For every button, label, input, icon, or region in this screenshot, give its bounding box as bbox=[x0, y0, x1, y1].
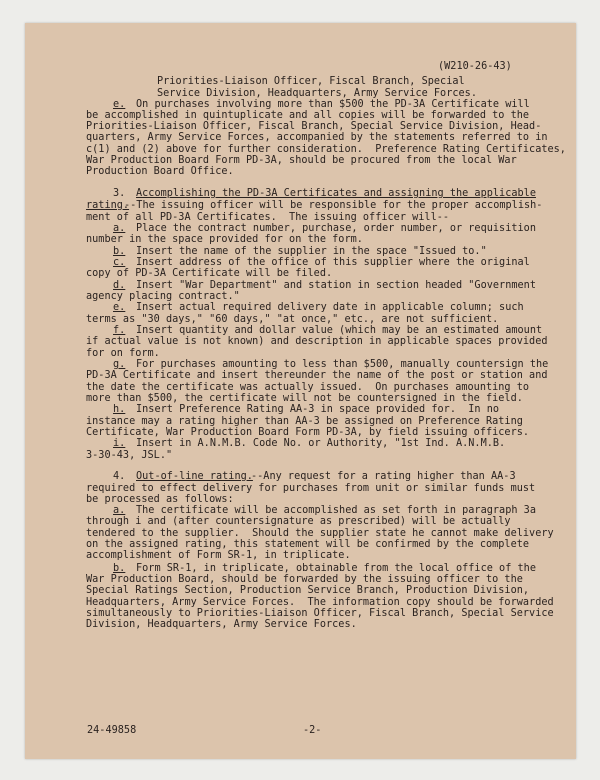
document-code: (W210-26-43) bbox=[438, 61, 512, 72]
text-line: for on form. bbox=[86, 348, 160, 359]
text-line: h. bbox=[113, 404, 126, 415]
text-line: Insert actual required delivery date in applicable column; such bbox=[136, 302, 524, 313]
text-line: be processed as follows: bbox=[86, 494, 234, 505]
text-line: g. bbox=[113, 359, 126, 370]
text-line: e. bbox=[113, 99, 126, 110]
text-line: b. bbox=[113, 246, 126, 257]
text-line: rating. bbox=[86, 200, 130, 211]
text-line: PD-3A Certificate and insert thereunder the name of the post or station and bbox=[86, 370, 548, 381]
text-line: more than $500, the certificate will not be countersigned in the field. bbox=[86, 393, 523, 404]
text-line: terms as "30 days," "60 days," "at once," etc., are not sufficient. bbox=[86, 314, 499, 325]
text-line: Accomplishing the PD-3A Certificates and assigning the applicable bbox=[136, 188, 536, 199]
text-line: --The issuing officer will be responsible for the proper accomplish- bbox=[124, 200, 543, 211]
text-line: Service Division, Headquarters, Army Service Forces. bbox=[157, 88, 477, 99]
text-line: --Any request for a rating higher than AA-3 bbox=[251, 471, 516, 482]
text-line: Priorities-Liaison Officer, Fiscal Branch, Special bbox=[157, 76, 465, 87]
text-line: Out-of-line rating. bbox=[136, 471, 253, 482]
text-line: instance may a rating higher than AA-3 be assigned on Preference Rating bbox=[86, 416, 523, 427]
text-line: The certificate will be accomplished as set forth in paragraph 3a bbox=[136, 505, 536, 516]
text-line: On purchases involving more than $500 the PD-3A Certificate will bbox=[136, 99, 530, 110]
text-line: simultaneously to Priorities-Liaison Officer, Fiscal Branch, Special Service bbox=[86, 608, 554, 619]
text-line: number in the space provided for on the form. bbox=[86, 234, 363, 245]
text-line: b. bbox=[113, 563, 126, 574]
text-line: c(1) and (2) above for further consideration. Preference Rating Certificates, bbox=[86, 144, 566, 155]
text-line: Special Ratings Section, Production Service Branch, Production Division, bbox=[86, 585, 530, 596]
text-line: 3-30-43, JSL." bbox=[86, 450, 173, 461]
text-line: Division, Headquarters, Army Service Forces. bbox=[86, 619, 357, 630]
text-line: f. bbox=[113, 325, 126, 336]
text-line: c. bbox=[113, 257, 126, 268]
text-line: Form SR-1, in triplicate, obtainable from the local office of the bbox=[136, 563, 536, 574]
text-line: Place the contract number, purchase, order number, or requisition bbox=[136, 223, 536, 234]
text-line: 4. bbox=[113, 471, 126, 482]
text-line: Production Board Office. bbox=[86, 166, 234, 177]
text-line: d. bbox=[113, 280, 126, 291]
text-line: required to effect delivery for purchases from unit or similar funds must bbox=[86, 483, 536, 494]
text-line: be accomplished in quintuplicate and all copies will be forwarded to the bbox=[86, 110, 530, 121]
text-line: if actual value is not known) and description in applicable spaces provided bbox=[86, 336, 548, 347]
text-line: Headquarters, Army Service Forces. The information copy should be forwarded bbox=[86, 597, 554, 608]
text-line: through i and (after countersignature as prescribed) will be actually bbox=[86, 516, 511, 527]
text-line: ment of all PD-3A Certificates. The issuing officer will-- bbox=[86, 212, 450, 223]
text-line: copy of PD-3A Certificate will be filed. bbox=[86, 268, 333, 279]
text-line: Insert in A.N.M.B. Code No. or Authority, "1st Ind. A.N.M.B. bbox=[136, 438, 506, 449]
text-line: Insert the name of the supplier in the space "Issued to." bbox=[136, 246, 487, 257]
text-line: agency placing contract." bbox=[86, 291, 240, 302]
text-line: e. bbox=[113, 302, 126, 313]
text-line: on the assigned rating, this statement will be confirmed by the complete bbox=[86, 539, 530, 550]
text-line: accomplishment of Form SR-1, in triplicate. bbox=[86, 550, 351, 561]
text-line: Certificate, War Production Board Form PD-3A, by field issuing officers. bbox=[86, 427, 530, 438]
text-line: 3. bbox=[113, 188, 126, 199]
text-line: Insert address of the office of this supplier where the original bbox=[136, 257, 530, 268]
text-line: Priorities-Liaison Officer, Fiscal Branch, Special Service Division, Head- bbox=[86, 121, 542, 132]
text-line: a. bbox=[113, 223, 126, 234]
text-line: For purchases amounting to less than $500, manually countersign the bbox=[136, 359, 549, 370]
text-line: Insert "War Department" and station in section headed "Government bbox=[136, 280, 536, 291]
text-line: War Production Board, should be forwarded by the issuing officer to the bbox=[86, 574, 523, 585]
text-line: i. bbox=[113, 438, 126, 449]
text-line: tendered to the supplier. Should the supplier state he cannot make delivery bbox=[86, 528, 554, 539]
page-number: -2- bbox=[303, 725, 322, 736]
text-line: War Production Board Form PD-3A, should be procured from the local War bbox=[86, 155, 517, 166]
document-page bbox=[25, 23, 576, 759]
printer-number: 24-49858 bbox=[87, 725, 137, 736]
text-line: Insert quantity and dollar value (which may be an estimated amount bbox=[136, 325, 543, 336]
text-line: the date the certificate was actually issued. On purchases amounting to bbox=[86, 382, 530, 393]
text-line: quarters, Army Service Forces, accompanied by the statements referred to in bbox=[86, 132, 548, 143]
text-line: a. bbox=[113, 505, 126, 516]
text-line: Insert Preference Rating AA-3 in space provided for. In no bbox=[136, 404, 500, 415]
